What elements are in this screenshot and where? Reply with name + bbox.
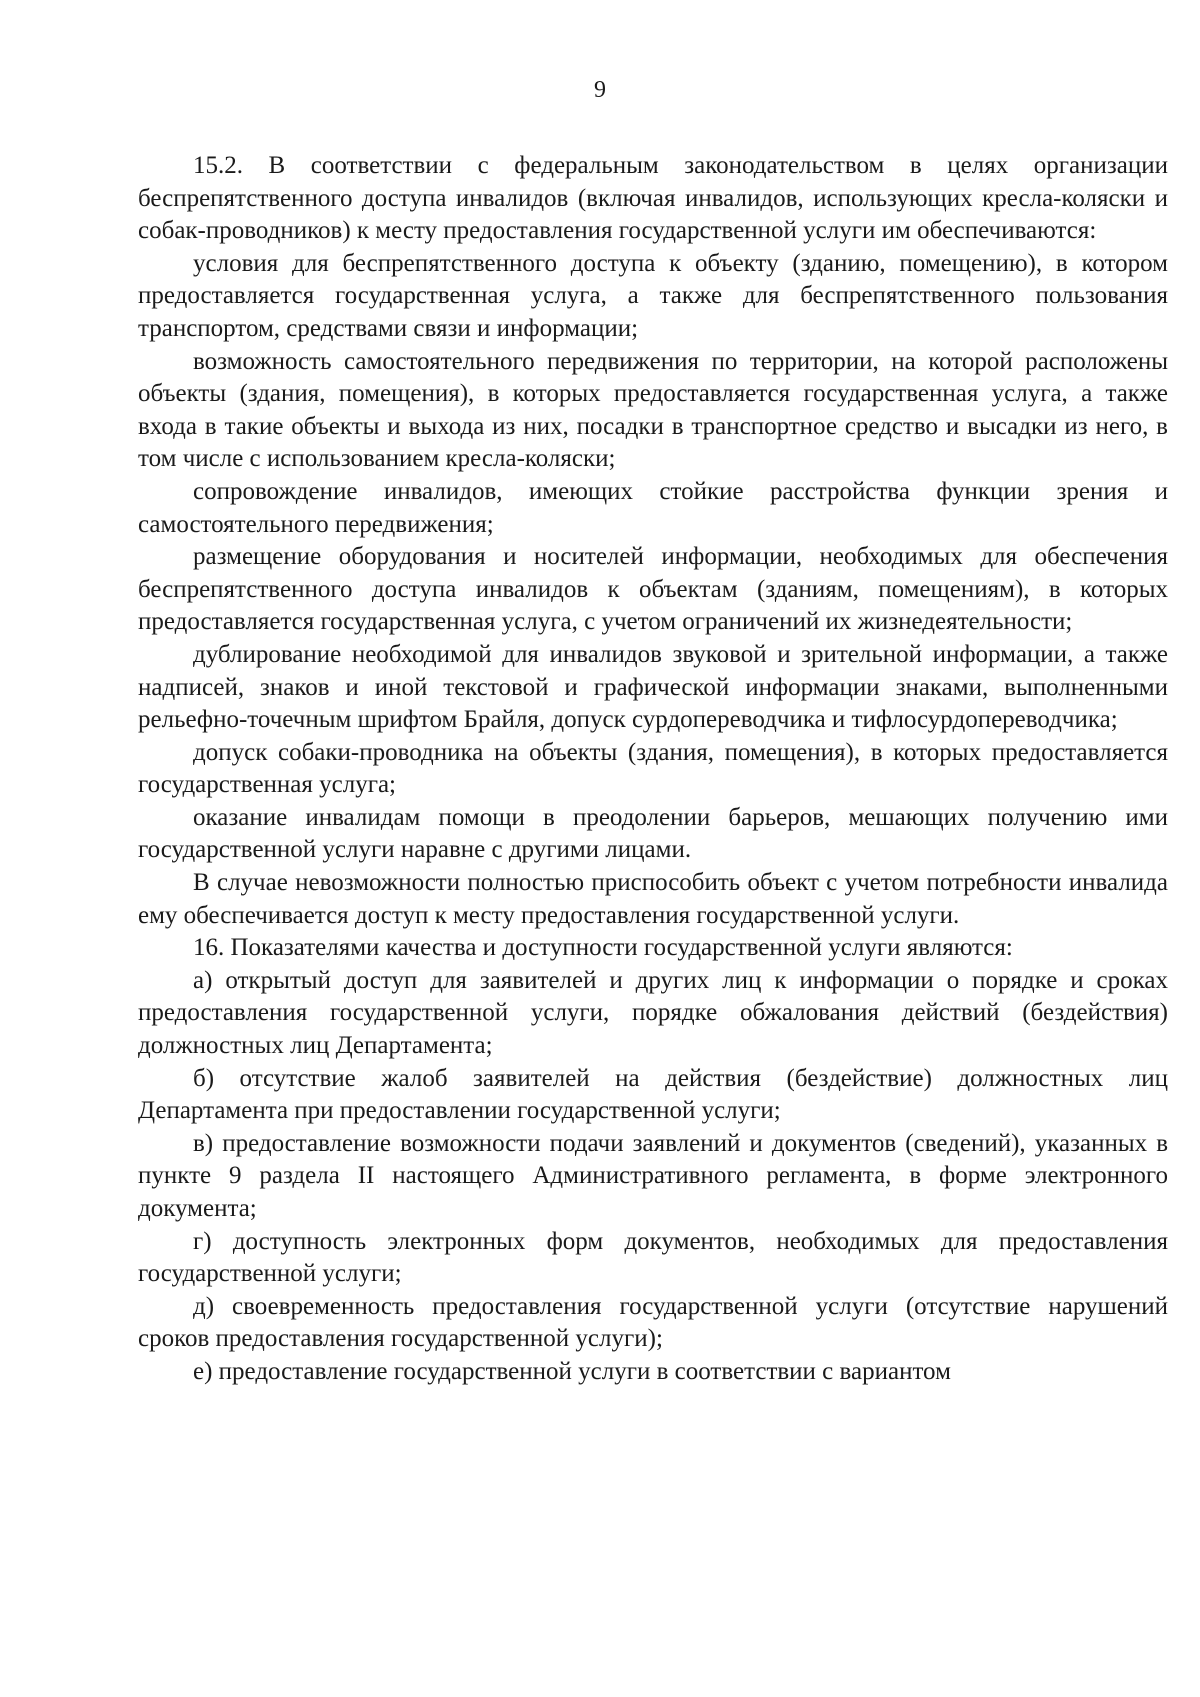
paragraph-indicator-e: е) предоставление государственной услуги в соответствии с вариантом (193, 1357, 951, 1385)
paragraph-equipment-placement: размещение оборудования и носителей информации, необходимых для обеспечения беспрепятственного доступа инвалидов к объектам (зданиям, помещениям), в которых предоставляется государственная услуга, с учетом ограничений их жизнедеятельности; (138, 543, 1168, 636)
paragraph-access-conditions: условия для беспрепятственного доступа к объекту (зданию, помещению), в котором предоставляется государственная услуга, а также для беспрепятственного пользования транспортом, средствами связи и информации; (138, 249, 1168, 342)
paragraph-indicator-a: а) открытый доступ для заявителей и других лиц к информации о порядке и сроках предоставления государственной услуги, порядке обжалования действий (бездействия) должностных лиц Департамента; (138, 966, 1168, 1060)
paragraph-indicator-g: г) доступность электронных форм документов, необходимых для предоставления государственной услуги; (138, 1227, 1168, 1288)
page-number: 9 (594, 77, 606, 103)
document-body (138, 150, 1168, 1389)
paragraph-impossibility-case: В случае невозможности полностью приспособить объект с учетом потребности инвалида ему обеспечивается доступ к месту предоставления государственной услуги. (138, 869, 1168, 929)
paragraph-16-quality-indicators: 16. Показателями качества и доступности государственной услуги являются: (193, 934, 1013, 962)
paragraph-indicator-d: д) своевременность предоставления государственной услуги (отсутствие нарушений сроков предоставления государственной услуги); (138, 1292, 1168, 1353)
paragraph-guide-dog-admission: допуск собаки-проводника на объекты (здания, помещения), в которых предоставляется государственная услуга; (138, 738, 1168, 799)
paragraph-independent-movement: возможность самостоятельного передвижения по территории, на которой расположены объекты (здания, помещения), в которых предоставляется государственная услуга, а также входа в такие объекты и выхода из них, посадки в транспортное средство и высадки из него, в том числе с использованием кресла-коляски; (138, 347, 1168, 473)
paragraph-escort: сопровождение инвалидов, имеющих стойкие расстройства функции зрения и самостоятельного передвижения; (138, 477, 1168, 538)
paragraph-15-2: 15.2. В соответствии с федеральным законодательством в целях организации беспрепятственного доступа инвалидов (включая инвалидов, использующих кресла-коляски и собак-проводников) к месту предоставления государственной услуги им обеспечиваются: (138, 152, 1168, 245)
paragraph-indicator-b: б) отсутствие жалоб заявителей на действия (бездействие) должностных лиц Департамента при предоставлении государственной услуги; (138, 1064, 1168, 1125)
paragraph-information-duplication: дублирование необходимой для инвалидов звуковой и зрительной информации, а также надписей, знаков и иной текстовой и графической информации знаками, выполненными рельефно-точечным шрифтом Брайля, допуск сурдопереводчика и тифлосурдопереводчика; (138, 640, 1168, 734)
paragraph-barrier-assistance: оказание инвалидам помощи в преодолении барьеров, мешающих получению ими государственной услуги наравне с другими лицами. (138, 803, 1168, 864)
paragraph-indicator-v: в) предоставление возможности подачи заявлений и документов (сведений), указанных в пункте 9 раздела II настоящего Административного регламента, в форме электронного документа; (138, 1129, 1168, 1222)
